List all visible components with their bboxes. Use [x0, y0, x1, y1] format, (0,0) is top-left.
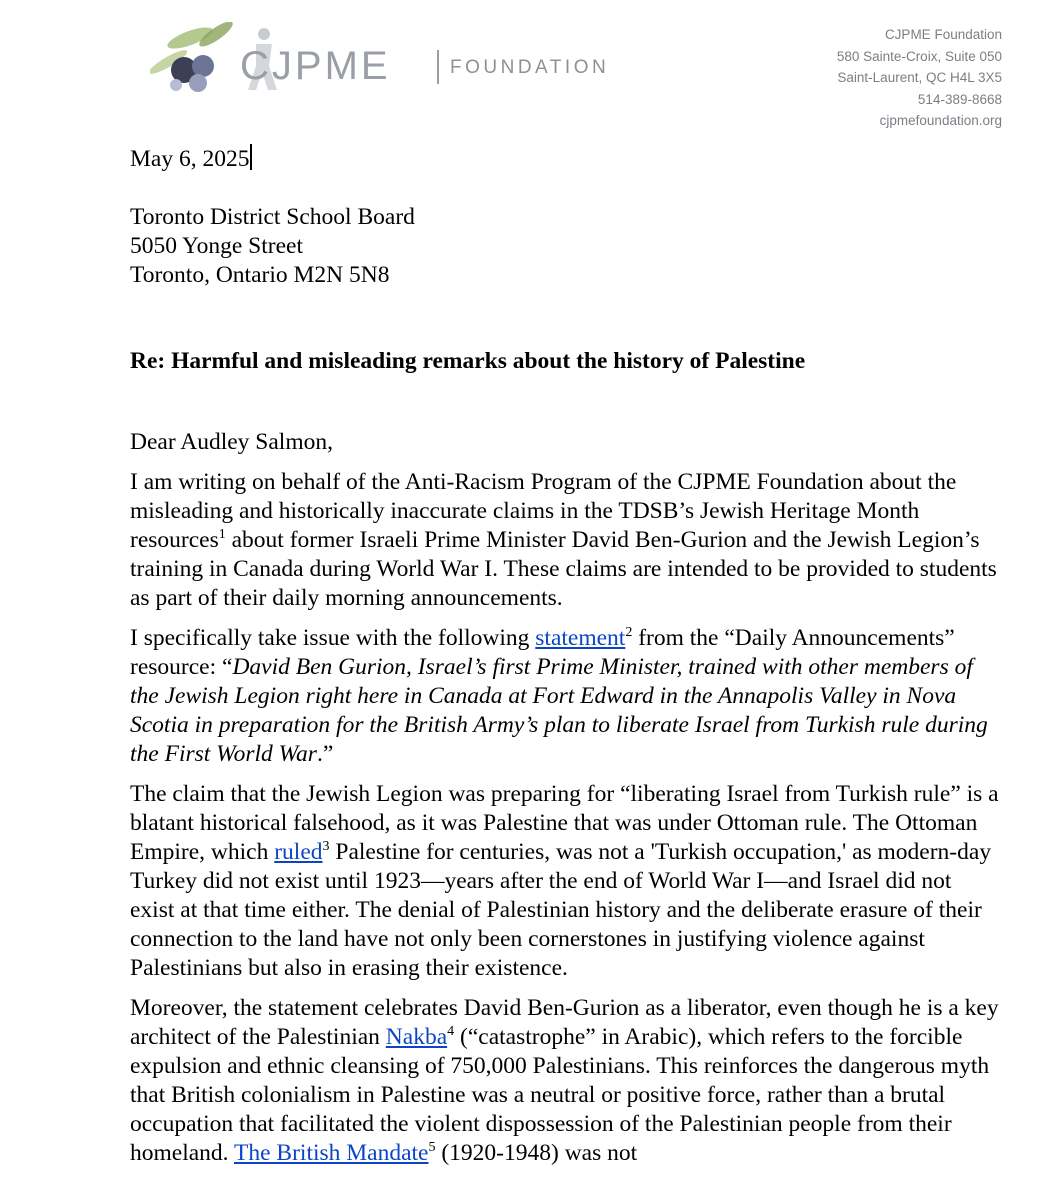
footnote-marker: 5 [428, 1140, 436, 1155]
org-name: CJPME Foundation [884, 27, 1002, 42]
recipient-line: Toronto District School Board [130, 204, 415, 230]
org-website[interactable]: cjpmefoundation.org [879, 113, 1002, 128]
org-street: 580 Sainte-Croix, Suite 050 [836, 48, 1002, 64]
letter-body[interactable] [130, 144, 1000, 1168]
paragraph-3: The claim that the Jewish Legion was preparing for “liberating Israel from Turkish rule” is a blatant historical falsehood, as it was Palestine that was under Ottoman rule. The Ottoman Empire, which ruled$^3$ Palestine for centuries, was not a 'Turkish occupation,' as modern-day Turkey did not exist until 1923—years after the end of World War I—and Israel did not exist at that time either. The denial of Palestinian history and the deliberate erasure of their connection to the land have not only been cornerstones in justifying violence against Palestinians but also in erasing their existence. [130, 781, 999, 981]
statement-link[interactable]: statement [535, 625, 626, 651]
paragraph-1: I am writing on behalf of the Anti-Racism Program of the CJPME Foundation about the misleading and historically inaccurate claims in the TDSB’s Jewish Heritage Month resources$^1$ about former Israeli Prime Minister David Ben-Gurion and the Jewish Legion’s training in Canada during World War I. These claims are intended to be provided to students as part of their daily morning announcements. [130, 469, 997, 611]
footnote-marker: 1 [218, 527, 226, 542]
logo-foundation-text: FOUNDATION [450, 57, 610, 78]
salutation: Dear Audley Salmon, [130, 429, 333, 455]
logo-divider [437, 50, 439, 84]
footnote-marker: 4 [447, 1024, 455, 1039]
letter-date[interactable]: May 6, 2025 [130, 144, 1000, 174]
logo-wordmark: CJPME [240, 44, 391, 88]
footnote-marker: 2 [625, 625, 633, 640]
paragraph-2: I specifically take issue with the following statement$^2$ from the “Daily Announcements” resource: “David Ben Gurion, Israel’s first Prime Minister, trained with other members of the Jewish Legion right here in Canada at Fort Edward in the Annapolis Valley in Nova Scotia in preparation for the British Army’s plan to liberate Israel from Turkish rule during the First World War.” [130, 625, 988, 767]
recipient-line: 5050 Yonge Street [130, 233, 303, 259]
recipient-address [130, 203, 1000, 290]
nakba-link[interactable]: Nakba [385, 1024, 448, 1050]
org-phone: 514-389-8668 [917, 91, 1002, 107]
org-address [837, 24, 1002, 132]
recipient-line: Toronto, Ontario M2N 5N8 [130, 262, 390, 288]
text-cursor [250, 144, 252, 170]
paragraph-4: Moreover, the statement celebrates David Ben-Gurion as a liberator, even though he is a key architect of the Palestinian Nakba$^4$ (“catastrophe” in Arabic), which refers to the forcible expulsion and ethnic cleansing of 750,000 Palestinians. This reinforces the dangerous myth that British colonialism in Palestine was a neutral or positive force, rather than a brutal occupation that facilitated the violent dispossession of the Palestinian people from their homeland. The British Mandate$^5$ (1920-1948) was not [130, 995, 999, 1166]
quoted-statement: David Ben Gurion, Israel’s first Prime Minister, trained with other members of the Jewish Legion right here in Canada at Fort Edward in the Annapolis Valley in Nova Scotia in preparation for the British Army’s plan to liberate Israel from Turkish rule during the First World War [130, 654, 988, 767]
ruled-link[interactable]: ruled [274, 839, 323, 865]
subject-line: Re: Harmful and misleading remarks about the history of Palestine [130, 348, 806, 374]
footnote-marker: 3 [322, 839, 330, 854]
british-mandate-link[interactable]: The British Mandate [234, 1140, 429, 1166]
org-city: Saint-Laurent, QC H4L 3X5 [837, 70, 1002, 85]
